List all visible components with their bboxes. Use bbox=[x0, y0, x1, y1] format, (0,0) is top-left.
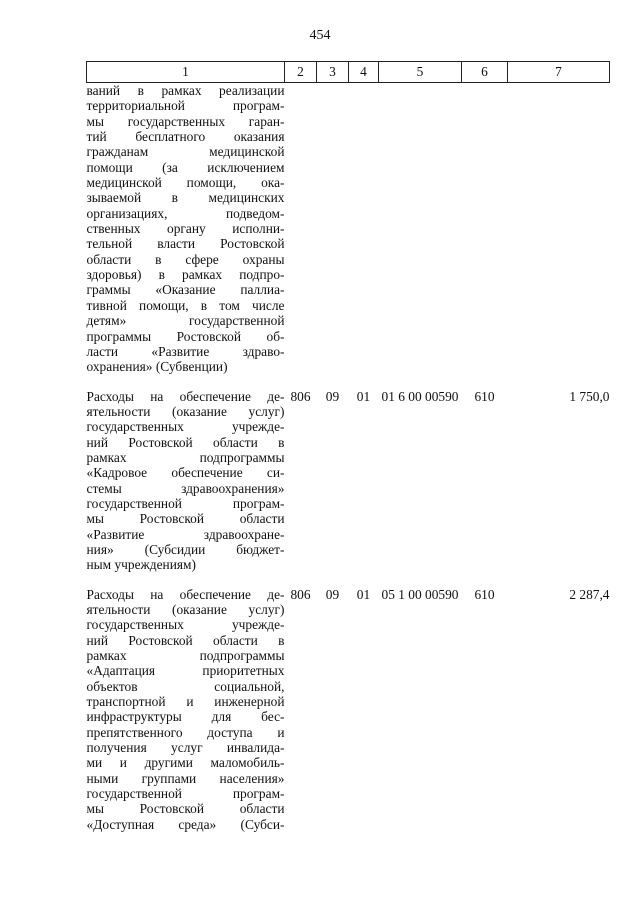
description-line: ласти «Развитие здраво- bbox=[86, 343, 285, 359]
description-line: ным учреждениям) bbox=[86, 557, 196, 573]
description-line: граммы «Оказание паллиа- bbox=[86, 282, 285, 298]
description-line: здоровья) в рамках подпро- bbox=[86, 267, 285, 283]
description-line: зываемой в медицинских bbox=[86, 190, 285, 206]
table-row bbox=[87, 83, 610, 375]
cell-target-item bbox=[379, 83, 462, 375]
cell-expense-type bbox=[462, 83, 508, 375]
description-line: ными группами населения» bbox=[86, 770, 285, 786]
description-line: «Развитие здравоохране- bbox=[86, 526, 285, 542]
description-line: «Доступная среда» (Субси- bbox=[86, 816, 285, 832]
description-line: мы Ростовской области bbox=[86, 801, 285, 817]
row-description bbox=[87, 83, 285, 375]
budget-table bbox=[86, 61, 610, 832]
page-number: 454 bbox=[309, 28, 331, 43]
cell-subsection bbox=[349, 83, 379, 375]
col-header-3: 3 bbox=[317, 62, 349, 83]
description-line: ственных органу исполни- bbox=[86, 221, 285, 237]
description-line: ний Ростовской области в bbox=[86, 632, 285, 648]
cell-expense-type: 610 bbox=[474, 388, 495, 404]
description-line: организациях, подведом- bbox=[86, 205, 285, 221]
description-line: ятельности (оказание услуг) bbox=[86, 602, 285, 617]
description-line: Расходы на обеспечение де- bbox=[86, 388, 285, 404]
description-line: «Кадровое обеспечение си- bbox=[86, 465, 285, 481]
row-description bbox=[87, 389, 285, 573]
cell-expense-type: 610 bbox=[474, 586, 495, 602]
cell-section: 09 bbox=[325, 388, 340, 404]
description-line: области в сфере охраны bbox=[86, 251, 285, 267]
cell-amount bbox=[508, 83, 610, 375]
description-line: тий бесплатного оказания bbox=[86, 129, 285, 145]
cell-amount: 2 287,4 bbox=[569, 586, 610, 602]
table-row bbox=[87, 587, 610, 833]
description-line: помощи (за исключением bbox=[86, 159, 285, 175]
header-row bbox=[87, 62, 610, 83]
description-line: медицинской помощи, ока- bbox=[86, 175, 285, 191]
description-line: государственной програм- bbox=[86, 495, 285, 511]
description-line: гражданам медицинской bbox=[86, 144, 285, 160]
row-gap bbox=[87, 573, 610, 587]
description-line: рамках подпрограммы bbox=[86, 449, 285, 465]
description-line: получения услуг инвалида- bbox=[86, 740, 285, 756]
cell-subsection: 01 bbox=[356, 388, 371, 404]
description-line: препятственного доступа и bbox=[86, 724, 285, 740]
cell-ministry: 806 bbox=[290, 388, 311, 404]
description-line: ятельности (оказание услуг) bbox=[86, 403, 285, 419]
description-line: государственных учрежде- bbox=[86, 419, 285, 435]
cell-section: 09 bbox=[325, 586, 340, 602]
col-header-7: 7 bbox=[508, 62, 610, 83]
col-header-5: 5 bbox=[379, 62, 462, 83]
description-line: инфраструктуры для бес- bbox=[86, 709, 285, 725]
cell-amount: 1 750,0 bbox=[569, 388, 610, 404]
description-line: рамках подпрограммы bbox=[86, 648, 285, 664]
description-line: государственной програм- bbox=[86, 786, 285, 802]
cell-section bbox=[317, 83, 349, 375]
description-line: ния» (Субсидии бюджет- bbox=[86, 541, 285, 557]
description-line: транспортной и инженерной bbox=[86, 694, 285, 710]
description-line: ний Ростовской области в bbox=[86, 434, 285, 450]
row-description bbox=[87, 587, 285, 833]
description-line: «Адаптация приоритетных bbox=[86, 663, 285, 679]
col-header-2: 2 bbox=[285, 62, 317, 83]
cell-ministry bbox=[285, 83, 317, 375]
description-line: тивной помощи, в том числе bbox=[86, 297, 285, 313]
cell-target-item: 01 6 00 00590 bbox=[381, 388, 459, 404]
description-line: детям» государственной bbox=[86, 313, 285, 329]
row-gap bbox=[87, 375, 610, 389]
description-line: программы Ростовской об- bbox=[86, 328, 285, 344]
table-row bbox=[87, 389, 610, 573]
col-header-6: 6 bbox=[462, 62, 508, 83]
description-line: ми и другими маломобиль- bbox=[86, 755, 285, 771]
description-line: тельной власти Ростовской bbox=[86, 236, 285, 252]
description-line: территориальной програм- bbox=[86, 98, 285, 114]
description-line: мы государственных гаран- bbox=[86, 113, 285, 129]
col-header-4: 4 bbox=[349, 62, 379, 83]
description-line: охранения» (Субвенции) bbox=[86, 359, 228, 375]
description-line: Расходы на обеспечение де- bbox=[86, 586, 285, 602]
description-line: стемы здравоохранения» bbox=[86, 480, 285, 496]
cell-subsection: 01 bbox=[356, 586, 371, 602]
description-line: государственных учрежде- bbox=[86, 617, 285, 633]
cell-ministry: 806 bbox=[290, 586, 311, 602]
description-line: ваний в рамках реализации bbox=[86, 83, 285, 98]
col-header-1: 1 bbox=[87, 62, 285, 83]
description-line: объектов социальной, bbox=[86, 678, 285, 694]
description-line: мы Ростовской области bbox=[86, 511, 285, 527]
cell-target-item: 05 1 00 00590 bbox=[381, 586, 459, 602]
